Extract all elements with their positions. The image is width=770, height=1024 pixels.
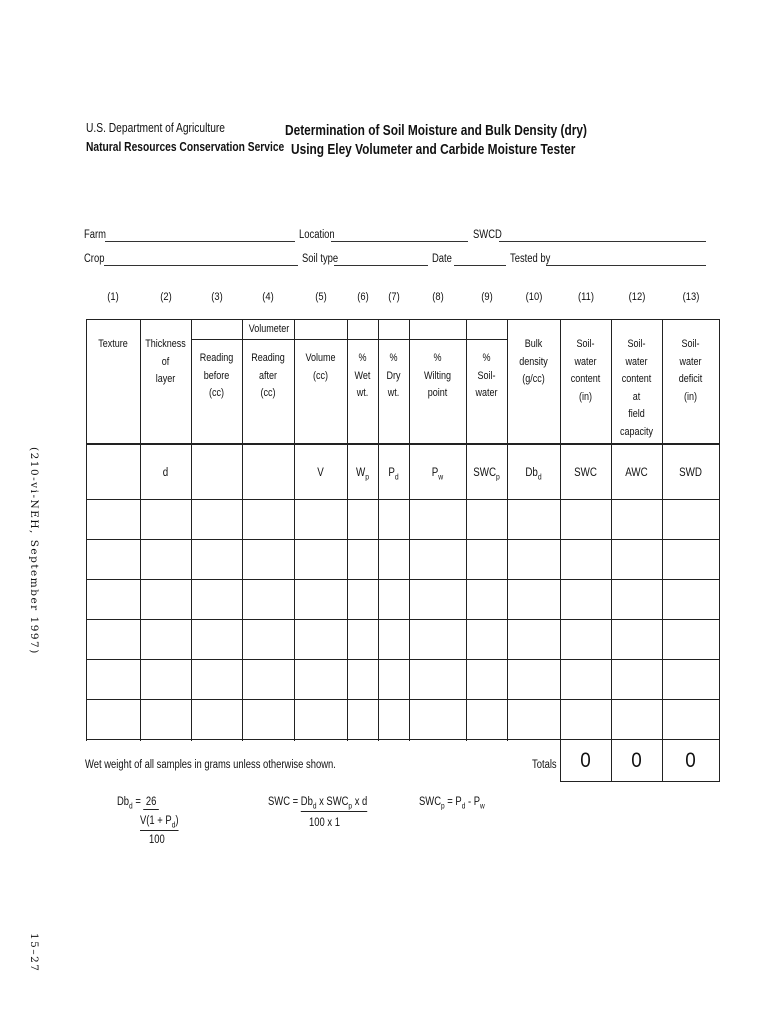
agency-line-1: U.S. Department of Agriculture xyxy=(86,121,226,135)
entry-cell[interactable] xyxy=(87,660,140,699)
symbol-cell: $Db_d$ xyxy=(525,467,542,482)
column-number: (9) xyxy=(480,291,493,303)
entry-cell[interactable] xyxy=(379,660,409,699)
column-header-line: after xyxy=(258,369,278,382)
column-header xyxy=(667,336,714,406)
entry-cell[interactable] xyxy=(141,660,191,699)
swcd-label: SWCD xyxy=(473,229,502,241)
column-header xyxy=(470,350,504,403)
column-header-line: water xyxy=(625,355,648,368)
column-header-line: field xyxy=(628,408,645,420)
column-header-line: deficit xyxy=(678,373,703,385)
column-header-line: % xyxy=(389,352,398,364)
swcd-field[interactable] xyxy=(499,231,706,242)
column-header-line: Volume xyxy=(305,352,336,364)
symbol-cell: d xyxy=(162,467,169,479)
entry-cell[interactable] xyxy=(612,660,662,699)
entry-cell[interactable] xyxy=(348,700,378,739)
entry-cell[interactable] xyxy=(508,620,560,659)
column-number: (10) xyxy=(525,291,542,303)
totals-bottom xyxy=(560,781,719,782)
entry-cell[interactable] xyxy=(561,540,611,579)
column-header-line: Soil- xyxy=(681,338,700,350)
entry-cell[interactable] xyxy=(87,700,140,739)
column-number: (11) xyxy=(577,291,594,303)
column-header xyxy=(299,350,342,385)
column-header xyxy=(616,336,658,441)
entry-cell[interactable] xyxy=(663,700,719,739)
entry-cell[interactable] xyxy=(243,500,294,539)
column-header-line: (cc) xyxy=(208,387,225,399)
column-header-line: content xyxy=(621,373,652,385)
column-header-line: Reading xyxy=(251,352,285,364)
tested-by-field[interactable] xyxy=(546,255,706,266)
entry-cell[interactable] xyxy=(561,500,611,539)
column-header-line: Wet xyxy=(354,369,371,382)
row-divider xyxy=(86,739,719,740)
entry-cell[interactable] xyxy=(379,580,409,619)
totals-divider xyxy=(611,741,612,782)
entry-cell[interactable] xyxy=(612,580,662,619)
column-header-line: water xyxy=(574,355,597,368)
column-number: (6) xyxy=(356,291,369,303)
entry-cell[interactable] xyxy=(663,580,719,619)
tested-by-label: Tested by xyxy=(510,253,551,265)
entry-cell[interactable] xyxy=(295,620,347,659)
entry-cell[interactable] xyxy=(467,580,507,619)
volumeter-group-header: Volumeter xyxy=(248,323,290,335)
column-header-line: Soil- xyxy=(627,338,646,350)
column-header xyxy=(381,350,406,403)
column-header-line: density xyxy=(519,355,548,368)
entry-cell[interactable] xyxy=(295,580,347,619)
entry-cell[interactable] xyxy=(410,500,466,539)
crop-label: Crop xyxy=(84,253,105,265)
column-header xyxy=(91,336,135,354)
entry-cell[interactable] xyxy=(243,580,294,619)
soil-type-label: Soil type xyxy=(302,253,339,265)
entry-cell[interactable] xyxy=(561,580,611,619)
column-header-line: % xyxy=(358,352,367,364)
entry-cell[interactable] xyxy=(87,620,140,659)
form-title-line-1: Determination of Soil Moisture and Bulk Density (dry) xyxy=(285,123,587,139)
date-field[interactable] xyxy=(454,255,506,266)
entry-cell[interactable] xyxy=(508,500,560,539)
formula-dbd-denominator: $V(1 + P_d)$ xyxy=(140,815,179,830)
column-number: (4) xyxy=(262,291,274,303)
totals-divider xyxy=(719,741,720,782)
column-header xyxy=(512,336,555,389)
entry-cell[interactable] xyxy=(612,540,662,579)
entry-cell[interactable] xyxy=(410,660,466,699)
column-number: (3) xyxy=(210,291,223,303)
column-header-line: Wilting xyxy=(423,369,452,382)
entry-cell[interactable] xyxy=(87,540,140,579)
entry-cell[interactable] xyxy=(467,660,507,699)
totals-divider xyxy=(560,741,561,782)
entry-cell[interactable] xyxy=(243,620,294,659)
entry-cell[interactable] xyxy=(87,500,140,539)
column-header-line: layer xyxy=(155,373,176,385)
entry-cell[interactable] xyxy=(467,500,507,539)
entry-cell[interactable] xyxy=(295,540,347,579)
symbol-cell: SWC xyxy=(574,467,597,479)
column-number: (1) xyxy=(107,291,119,303)
entry-cell[interactable] xyxy=(141,700,191,739)
entry-cell[interactable] xyxy=(141,540,191,579)
entry-cell[interactable] xyxy=(295,700,347,739)
entry-cell[interactable] xyxy=(295,660,347,699)
agency-line-2: Natural Resources Conservation Service xyxy=(86,140,285,154)
symbol-cell: $P_w$ xyxy=(431,467,444,482)
column-number: (8) xyxy=(431,291,444,303)
totals-divider xyxy=(662,741,663,782)
column-header-line: water xyxy=(679,355,702,368)
symbol-cell: V xyxy=(317,467,324,479)
group-divider xyxy=(191,339,507,340)
column-header-line: Thickness xyxy=(145,338,186,350)
entry-cell[interactable] xyxy=(141,620,191,659)
soil-type-field[interactable] xyxy=(334,255,428,266)
column-header-line: % xyxy=(482,352,491,364)
entry-cell[interactable] xyxy=(467,620,507,659)
column-header-line: Soil- xyxy=(477,369,496,382)
entry-cell[interactable] xyxy=(348,620,378,659)
entry-cell[interactable] xyxy=(87,580,140,619)
column-header-line: (g/cc) xyxy=(522,373,545,385)
column-header-line: at xyxy=(632,390,641,403)
entry-cell[interactable] xyxy=(663,500,719,539)
entry-cell[interactable] xyxy=(192,700,242,739)
entry-cell[interactable] xyxy=(348,660,378,699)
column-number: (5) xyxy=(314,291,327,303)
entry-cell[interactable] xyxy=(192,620,242,659)
totals-label: Totals xyxy=(532,759,557,771)
total-awc: 0 xyxy=(631,749,642,772)
total-swd: 0 xyxy=(685,749,696,772)
entry-cell[interactable] xyxy=(467,540,507,579)
entry-cell[interactable] xyxy=(243,540,294,579)
entry-cell[interactable] xyxy=(561,700,611,739)
entry-cell[interactable] xyxy=(663,620,719,659)
column-header xyxy=(350,350,375,403)
entry-cell[interactable] xyxy=(410,540,466,579)
column-header-line: wt. xyxy=(387,387,400,399)
margin-reference: (210-vi-NEH, September 1997) xyxy=(28,447,40,655)
entry-cell[interactable] xyxy=(663,660,719,699)
column-header-line: Reading xyxy=(199,352,234,364)
column-header-line: point xyxy=(427,387,448,399)
entry-cell[interactable] xyxy=(243,700,294,739)
column-header xyxy=(414,350,461,403)
entry-cell[interactable] xyxy=(348,580,378,619)
entry-cell[interactable] xyxy=(561,660,611,699)
column-header xyxy=(145,336,187,389)
symbol-cell: $SWC_p$ xyxy=(473,467,500,482)
entry-cell[interactable] xyxy=(612,700,662,739)
total-swc: 0 xyxy=(580,749,591,772)
entry-cell[interactable] xyxy=(379,540,409,579)
entry-cell[interactable] xyxy=(192,540,242,579)
entry-cell[interactable] xyxy=(192,500,242,539)
footnote: Wet weight of all samples in grams unless otherwise shown. xyxy=(85,759,336,771)
crop-field[interactable] xyxy=(104,255,298,266)
column-divider xyxy=(347,319,348,339)
column-header-line: (in) xyxy=(578,390,593,403)
location-field[interactable] xyxy=(331,231,468,242)
column-header-line: capacity xyxy=(619,425,654,438)
entry-cell[interactable] xyxy=(295,500,347,539)
column-header xyxy=(196,350,238,403)
column-header-line: Dry xyxy=(386,369,401,382)
symbol-cell: $P_d$ xyxy=(388,467,399,482)
entry-cell[interactable] xyxy=(663,540,719,579)
entry-cell[interactable] xyxy=(612,500,662,539)
form-title-line-2: Using Eley Volumeter and Carbide Moisture Tester xyxy=(291,142,576,158)
entry-cell[interactable] xyxy=(508,540,560,579)
column-header-line: before xyxy=(203,369,230,382)
entry-cell[interactable] xyxy=(508,580,560,619)
column-number: (2) xyxy=(159,291,172,303)
location-label: Location xyxy=(299,229,335,241)
column-header-line: Bulk xyxy=(524,338,543,350)
entry-cell[interactable] xyxy=(508,660,560,699)
column-number: (13) xyxy=(682,291,699,303)
column-header-line: Soil- xyxy=(576,338,595,350)
symbol-cell: $W_p$ xyxy=(355,467,370,482)
entry-cell[interactable] xyxy=(561,620,611,659)
column-number: (7) xyxy=(387,291,400,303)
entry-cell[interactable] xyxy=(243,660,294,699)
entry-cell[interactable] xyxy=(467,700,507,739)
column-number: (12) xyxy=(628,291,645,303)
formula-swc-denominator: 100 x 1 xyxy=(309,817,340,829)
column-header-line: wt. xyxy=(356,387,369,399)
entry-cell[interactable] xyxy=(348,500,378,539)
column-divider xyxy=(719,319,720,741)
column-header xyxy=(247,350,290,403)
header-divider xyxy=(86,443,719,445)
column-header-line: % xyxy=(433,352,442,364)
column-header-line: (cc) xyxy=(260,387,276,399)
farm-label: Farm xyxy=(84,229,107,241)
column-header-line: of xyxy=(161,355,170,368)
column-header-line: water xyxy=(475,387,498,399)
symbol-cell: AWC xyxy=(625,467,648,479)
formula-swcp: $SWC_p = P_d - P_w$ xyxy=(419,796,485,811)
farm-field[interactable] xyxy=(105,231,295,242)
formula-dbd: $Db_d = 26$ xyxy=(117,796,159,810)
entry-cell[interactable] xyxy=(379,500,409,539)
entry-cell[interactable] xyxy=(410,580,466,619)
entry-cell[interactable] xyxy=(379,620,409,659)
entry-cell[interactable] xyxy=(612,620,662,659)
entry-cell[interactable] xyxy=(141,580,191,619)
entry-cell[interactable] xyxy=(141,500,191,539)
date-label: Date xyxy=(432,253,452,265)
formula-dbd-100: 100 xyxy=(149,834,165,846)
entry-cell[interactable] xyxy=(379,700,409,739)
column-header-line: content xyxy=(570,373,601,385)
page-number: 15–27 xyxy=(28,933,40,973)
entry-cell[interactable] xyxy=(508,700,560,739)
column-header-line: (in) xyxy=(683,390,698,403)
entry-cell[interactable] xyxy=(348,540,378,579)
formula-swc: SWC = $Db_d$ x $SWC_p$ x d xyxy=(268,796,368,811)
column-header xyxy=(565,336,607,406)
column-header-line: (cc) xyxy=(312,369,329,382)
column-header-line: Texture xyxy=(98,338,128,350)
entry-cell[interactable] xyxy=(192,660,242,699)
table-border xyxy=(86,319,719,320)
entry-cell[interactable] xyxy=(410,700,466,739)
symbol-cell: SWD xyxy=(679,467,702,479)
entry-cell[interactable] xyxy=(410,620,466,659)
entry-cell[interactable] xyxy=(192,580,242,619)
